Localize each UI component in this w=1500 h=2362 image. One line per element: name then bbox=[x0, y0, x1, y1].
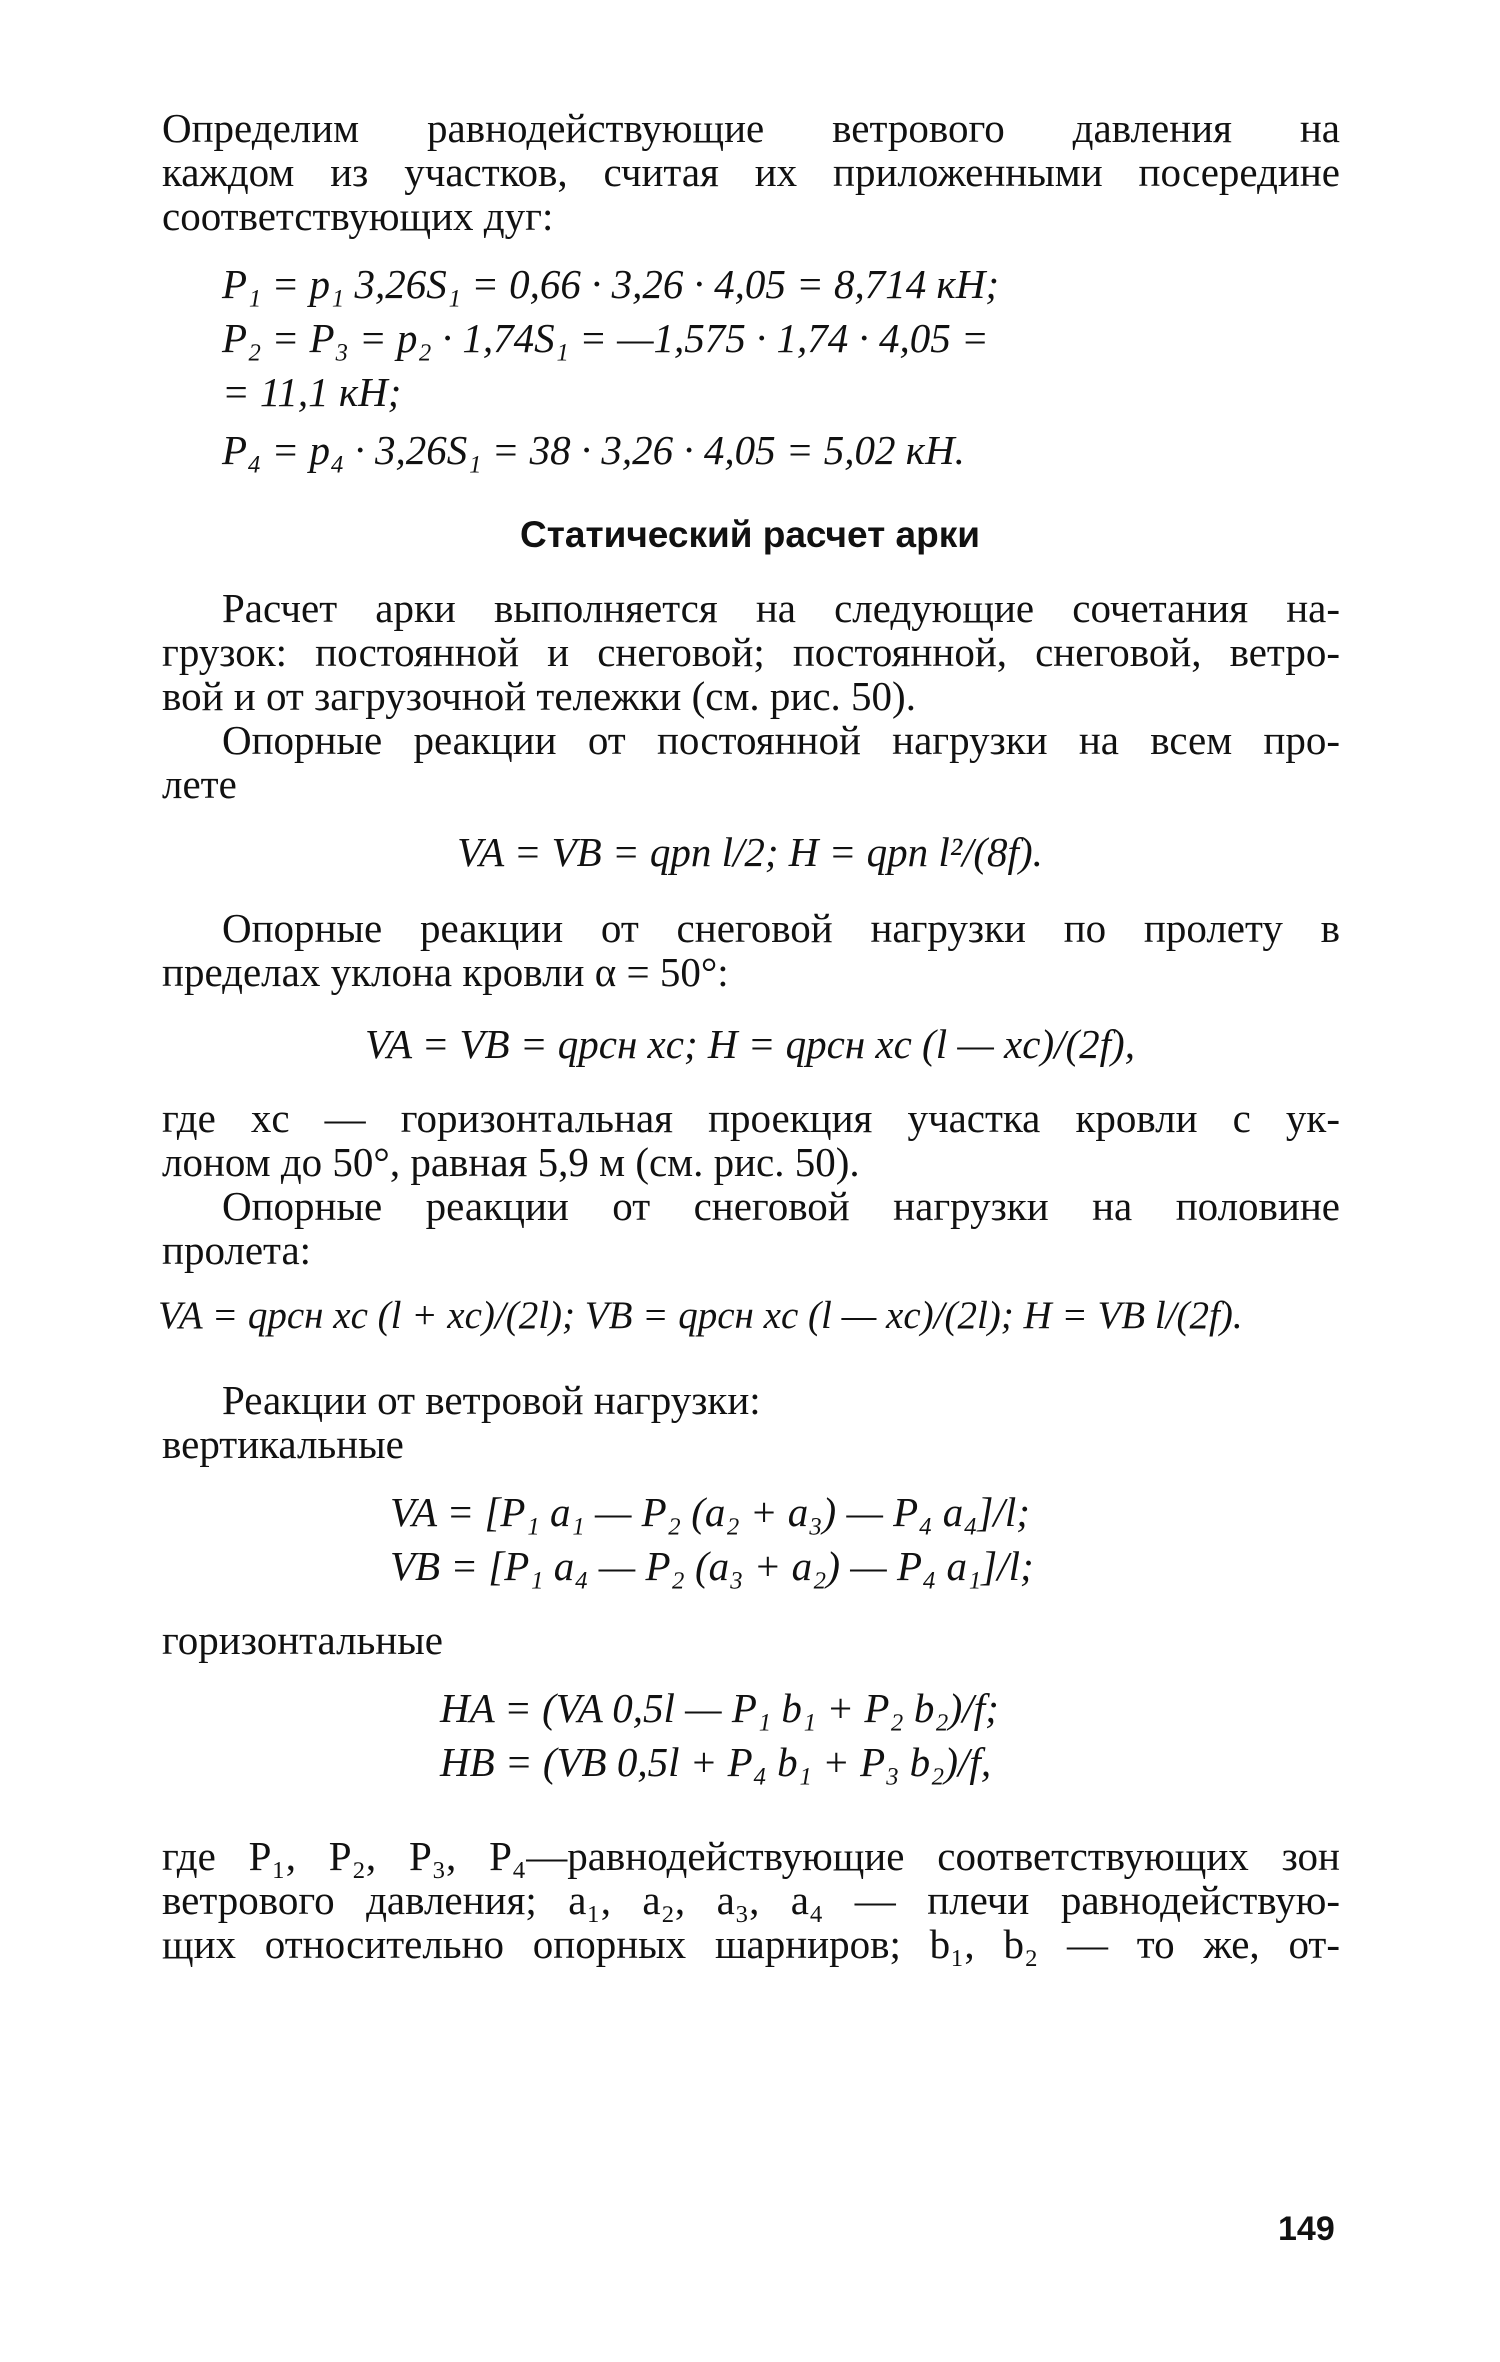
formula-snow-load: VA = VB = qрсн xc; H = qрсн xc (l — xc)/(2f), bbox=[365, 1021, 1135, 1067]
para1-line-2: грузок: постоянной и снеговой; постоянной, снеговой, ветро- bbox=[162, 629, 1340, 675]
para6-line-2: вертикальные bbox=[162, 1421, 404, 1467]
para8-line-3: щих относительно опорных шарниров; b₁, b₂ — то же, от- bbox=[162, 1921, 1340, 1967]
para2-line-2: лете bbox=[162, 761, 237, 807]
formula-p2-p3-result: = 11,1 кН; bbox=[222, 369, 402, 415]
para4-line-2: лоном до 50°, равная 5,9 м (см. рис. 50). bbox=[162, 1139, 860, 1185]
section-heading: Статический расчет арки bbox=[520, 514, 980, 555]
formula-wind-va: VA = [P₁ a₁ — P₂ (a₂ + a₃) — P₄ a₄]/l; bbox=[390, 1489, 1030, 1535]
formula-half-span: VA = qрсн xc (l + xc)/(2l); VB = qрсн xc (l — xc)/(2l); H = VB l/(2f). bbox=[158, 1294, 1243, 1337]
para8-line-2: ветрового давления; a₁, a₂, a₃, a₄ — плечи равнодействую- bbox=[162, 1877, 1340, 1923]
formula-p4: P₄ = p₄ · 3,26S₁ = 38 · 3,26 · 4,05 = 5,02 кН. bbox=[222, 427, 965, 473]
formula-constant-load: VA = VB = qрп l/2; H = qрп l²/(8f). bbox=[457, 829, 1043, 875]
para4-line-1: где xc — горизонтальная проекция участка кровли с ук- bbox=[162, 1095, 1340, 1141]
para3-line-1: Опорные реакции от снеговой нагрузки по пролету в bbox=[222, 905, 1340, 951]
formula-wind-hb: HB = (VB 0,5l + P₄ b₁ + P₃ b₂)/f, bbox=[440, 1739, 992, 1785]
para7-line: горизонтальные bbox=[162, 1617, 443, 1663]
intro-line-1: Определим равнодействующие ветрового давления на bbox=[162, 105, 1340, 151]
intro-line-2: каждом из участков, считая их приложенными посередине bbox=[162, 149, 1340, 195]
intro-line-3: соответствующих дуг: bbox=[162, 193, 554, 239]
page-number: 149 bbox=[1278, 2210, 1335, 2248]
para8-line-1: где P₁, P₂, P₃, P₄—равнодействующие соответствующих зон bbox=[162, 1833, 1340, 1879]
para2-line-1: Опорные реакции от постоянной нагрузки на всем про- bbox=[222, 717, 1340, 763]
formula-p1: P₁ = p₁ 3,26S₁ = 0,66 · 3,26 · 4,05 = 8,714 кН; bbox=[222, 261, 999, 307]
para5-line-2: пролета: bbox=[162, 1227, 312, 1273]
para1-line-1: Расчет арки выполняется на следующие сочетания на- bbox=[222, 585, 1340, 631]
para1-line-3: вой и от загрузочной тележки (см. рис. 50). bbox=[162, 673, 916, 719]
para6-line-1: Реакции от ветровой нагрузки: bbox=[222, 1377, 761, 1423]
formula-wind-vb: VB = [P₁ a₄ — P₂ (a₃ + a₂) — P₄ a₁]/l; bbox=[390, 1543, 1034, 1589]
formula-wind-ha: HA = (VA 0,5l — P₁ b₁ + P₂ b₂)/f; bbox=[440, 1685, 999, 1731]
formula-p2-p3: P₂ = P₃ = p₂ · 1,74S₁ = —1,575 · 1,74 · 4,05 = bbox=[222, 315, 989, 361]
para5-line-1: Опорные реакции от снеговой нагрузки на половине bbox=[222, 1183, 1340, 1229]
para3-line-2: пределах уклона кровли α = 50°: bbox=[162, 949, 729, 995]
